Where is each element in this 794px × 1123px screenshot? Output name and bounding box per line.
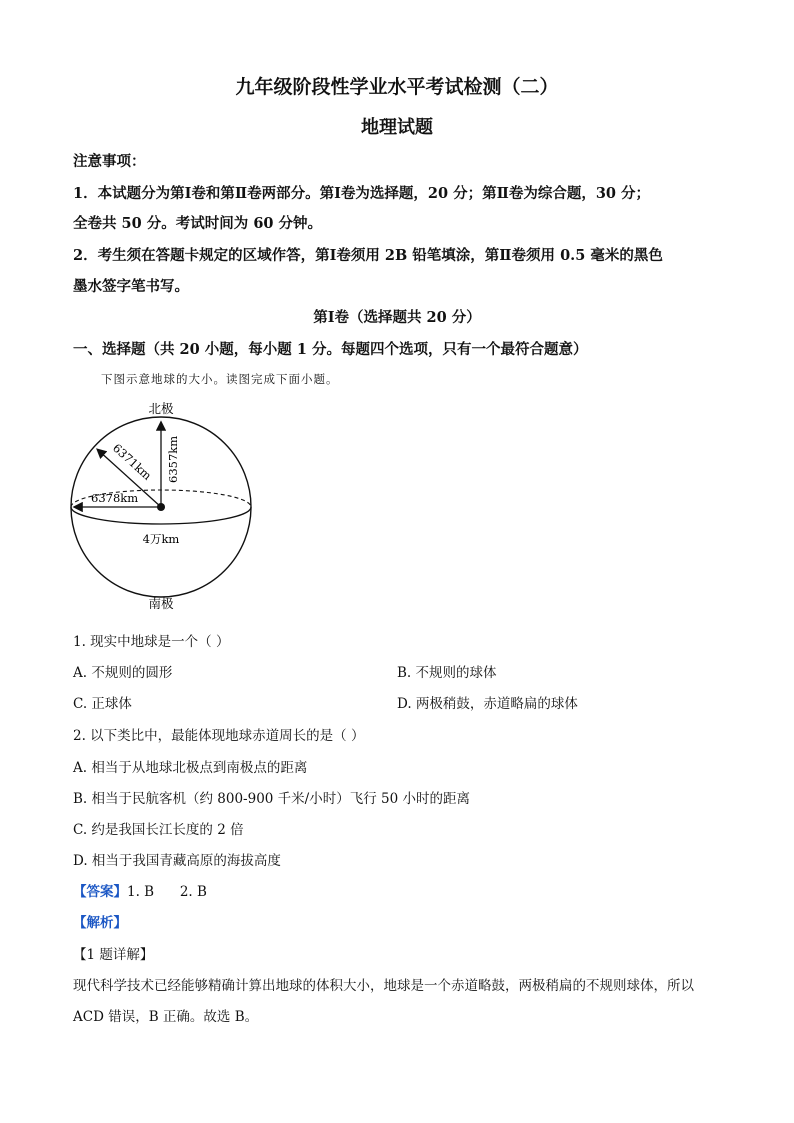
part-title: 第Ⅰ卷（选择题共 20 分） (313, 309, 481, 326)
south-pole-label: 南极 (148, 596, 174, 611)
answer-value: 1. B 2. B (127, 884, 207, 900)
question-1-stem: 1. 现实中地球是一个（ ） (73, 634, 230, 650)
question-1-option-b[interactable]: B. 不规则的球体 (397, 665, 497, 681)
question-2-option-a[interactable]: A. 相当于从地球北极点到南极点的距离 (73, 760, 308, 776)
question-1-option-d[interactable]: D. 两极稍鼓，赤道略扁的球体 (397, 696, 578, 712)
question-2-stem: 2. 以下类比中，最能体现地球赤道周长的是（ ） (73, 728, 365, 744)
question-2-option-d[interactable]: D. 相当于我国青藏高原的海拔高度 (73, 853, 281, 869)
question-2-option-c[interactable]: C. 约是我国长江长度的 2 倍 (73, 822, 244, 838)
earth-center (157, 503, 165, 511)
analysis-label: 【解析】 (73, 915, 127, 931)
earth-size-diagram (58, 395, 278, 620)
answer-label: 【答案】 (73, 884, 127, 900)
analysis-line-2: ACD 错误，B 正确。故选 B。 (73, 1009, 259, 1025)
mean-radius-label: 6371km (109, 440, 155, 483)
notes-heading: 注意事项： (73, 153, 146, 170)
question-2-option-b[interactable]: B. 相当于民航客机（约 800-900 千米/小时）飞行 50 小时的距离 (73, 791, 470, 807)
question-1-option-a[interactable]: A. 不规则的圆形 (73, 665, 173, 681)
analysis-detail-label: 【1 题详解】 (73, 947, 154, 963)
polar-radius-label: 6357km (166, 435, 180, 483)
page-title: 九年级阶段性学业水平考试检测（二） (235, 76, 559, 98)
notes-item1-line1: 1．本试题分为第Ⅰ卷和第Ⅱ卷两部分。第Ⅰ卷为选择题，20 分；第Ⅱ卷为综合题，30 分； (73, 185, 651, 202)
section-heading: 一、选择题（共 20 小题，每小题 1 分。每题四个选项，只有一个最符合题意） (73, 341, 588, 358)
equatorial-radius-label: 6378km (91, 491, 139, 505)
figure-intro: 下图示意地球的大小。读图完成下面小题。 (101, 372, 339, 386)
notes-item2-line2: 墨水签字笔书写。 (73, 278, 189, 295)
notes-item2-line1: 2．考生须在答题卡规定的区域作答，第Ⅰ卷须用 2B 铅笔填涂，第Ⅱ卷须用 0.5 毫米的黑色 (73, 247, 663, 264)
answer-line (73, 880, 207, 900)
analysis-line-1: 现代科学技术已经能够精确计算出地球的体积大小，地球是一个赤道略鼓，两极稍扁的不规则球体，所以 (73, 978, 694, 994)
notes-item1-line2: 全卷共 50 分。考试时间为 60 分钟。 (73, 215, 323, 232)
north-pole-label: 北极 (148, 401, 174, 416)
question-1-option-c[interactable]: C. 正球体 (73, 696, 132, 712)
circumference-label: 4万km (142, 532, 180, 546)
page-subtitle: 地理试题 (361, 117, 433, 138)
